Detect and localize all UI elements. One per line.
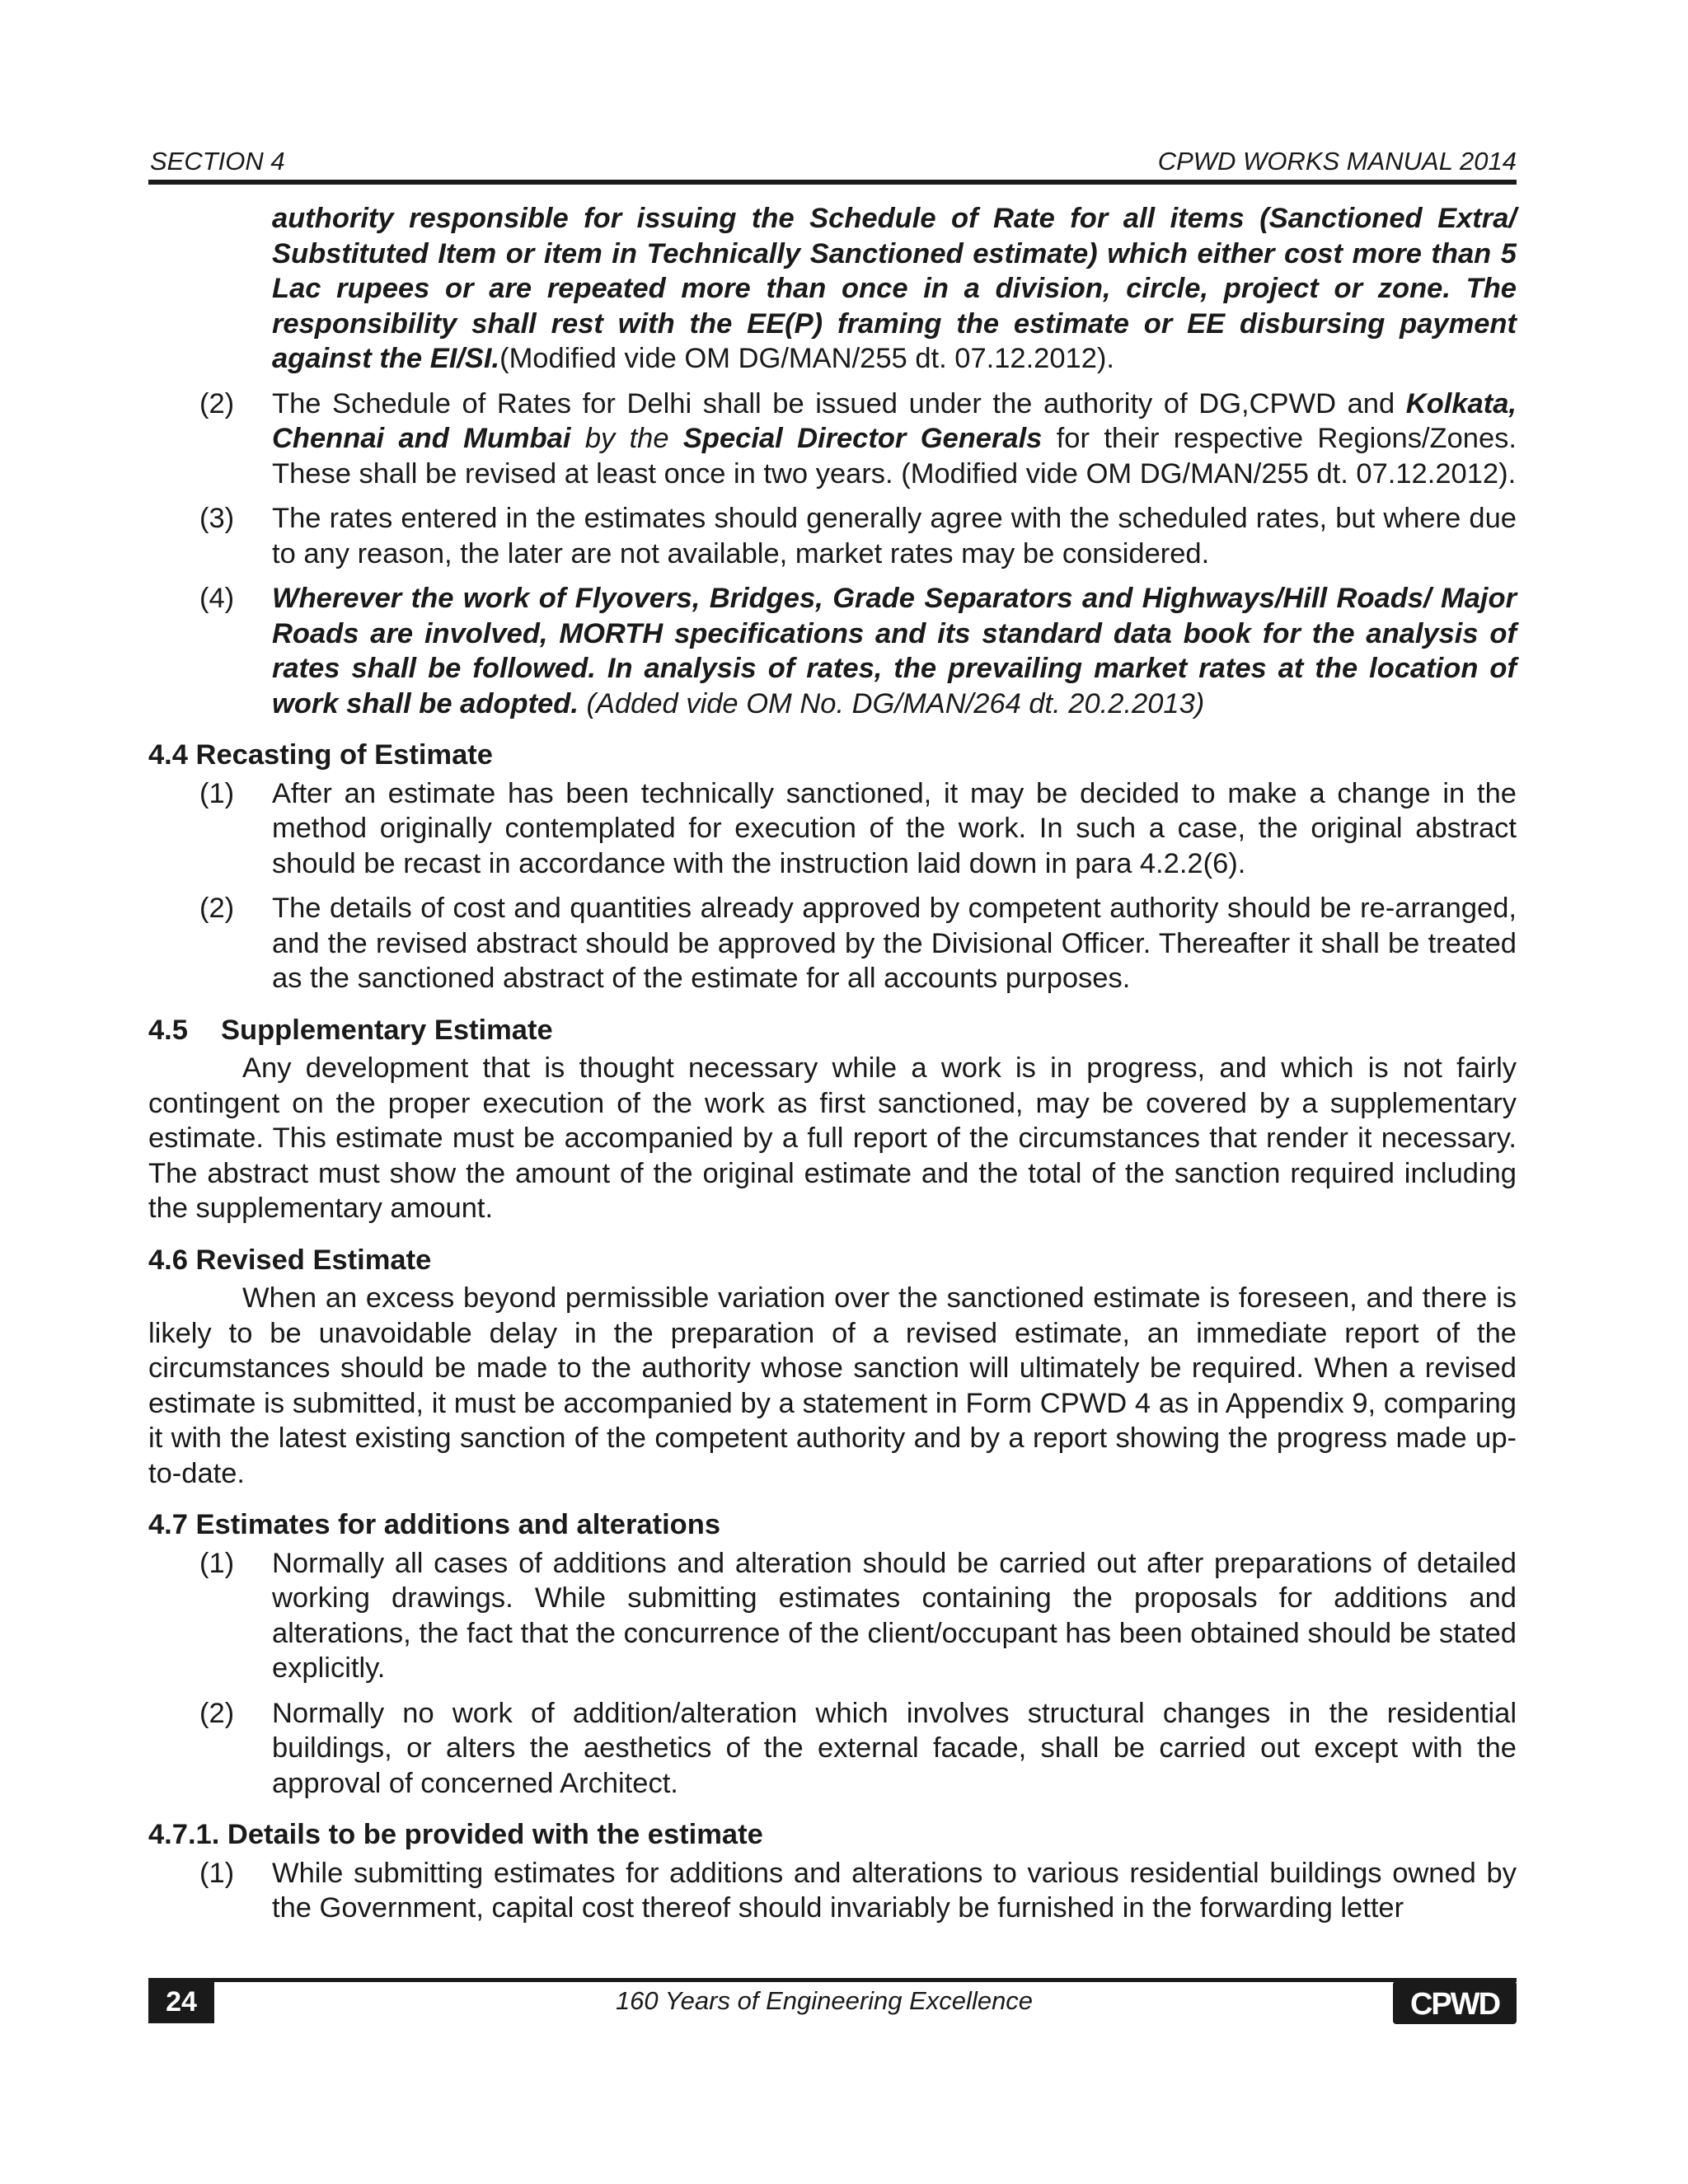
footer-tagline: 160 Years of Engineering Excellence (615, 1986, 1034, 2015)
heading-4-6: 4.6 Revised Estimate (148, 1244, 432, 1276)
page-header (148, 142, 1517, 181)
item-number: (2) (199, 1697, 235, 1729)
item-number: (3) (199, 503, 235, 534)
heading-4-5: 4.5 Supplementary Estimate (148, 1014, 553, 1046)
heading-4-7-1: 4.7.1. Details to be provided with the estimate (148, 1819, 763, 1850)
heading-4-7: 4.7 Estimates for additions and alterations (148, 1509, 721, 1540)
item-number: (4) (199, 583, 235, 614)
page-number: 24 (148, 1980, 214, 2023)
item-number: (1) (199, 1547, 235, 1579)
heading-4-4: 4.4 Recasting of Estimate (148, 739, 493, 771)
paragraph: When an excess beyond permissible variation over the sanctioned estimate is foreseen, and there is likely to be unavoidable delay in the preparation of a revised estimate, an immediate report of the circumstances should be made to the authority whose sanction will ultimately be required. When a revised estimate is submitted, it must be accompanied by a statement in Form CPWD 4 as in Appendix 9, comparing it with the latest existing sanction of the competent authority and by a report showing the progress made up-to-date. (148, 1282, 1517, 1489)
item-number: (1) (199, 777, 235, 809)
list-item: (1) Normally all cases of additions and alteration should be carried out after preparations of detailed working drawings. While submitting estimates containing the proposals for additions and alterations, the fact that the concurrence of the client/occupant has been obtained should be stated explicitly. (199, 1547, 1517, 1684)
item-number: (2) (199, 387, 235, 419)
logo-text: CPWD (1409, 1987, 1500, 2022)
manual-title: CPWD WORKS MANUAL 2014 (1157, 147, 1517, 176)
list-item-2: (2) The Schedule of Rates for Delhi shall be issued under the authority of DG,CPWD and Kolkata, Chennai and Mumbai by the Special Director Generals for their respective Regions/Zones. These shall be revised at least once in two years. (Modified vide OM DG/MAN/255 dt. 07.12.2012). (199, 387, 1517, 490)
item-number: (1) (199, 1857, 235, 1889)
header-rule (148, 180, 1517, 185)
list-item: (2) Normally no work of addition/alteration which involves structural changes in the residential buildings, or alters the aesthetics of the external facade, shall be carried out except with the approval of concerned Architect. (199, 1697, 1517, 1799)
item-number: (2) (199, 893, 235, 924)
list-item-4: (4) Wherever the work of Flyovers, Bridges, Grade Separators and Highways/Hill Roads/ Major Roads are involved, MORTH specifications and its standard data book for the analysis of rates shall be followed. In analysis of rates, the prevailing market rates at the location of work shall be adopted. (Added vide OM No. DG/MAN/264 dt. 20.2.2013) (199, 583, 1517, 719)
list-item: (1) After an estimate has been technically sanctioned, it may be decided to make a change in the method originally contemplated for execution of the work. In such a case, the original abstract should be recast in accordance with the instruction laid down in para 4.2.2(6). (199, 777, 1517, 879)
continued-paragraph: authority responsible for issuing the Schedule of Rate for all items (Sanctioned Extra/ Substituted Item or item in Technically Sanctioned estimate) which either cost more than 5 Lac rupees or are repeated more than once in a division, circle, project or zone. The responsibility shall rest with the EE(P) framing the estimate or EE disbursing payment against the EI/SI.(Modified vide OM DG/MAN/255 dt. 07.12.2012). (272, 203, 1517, 374)
footer-rule (148, 1978, 1517, 1982)
list-item-3: (3) The rates entered in the estimates should generally agree with the scheduled rates, but where due to any reason, the later are not available, market rates may be considered. (199, 503, 1517, 569)
paragraph: Any development that is thought necessary while a work is in progress, and which is not fairly contingent on the proper execution of the work as first sanctioned, may be covered by a supplementary estimate. This estimate must be accompanied by a full report of the circumstances that render it necessary. The abstract must show the amount of the original estimate and the total of the sanction required including the supplementary amount. (148, 1052, 1517, 1224)
list-item: (2) The details of cost and quantities already approved by competent authority should be re-arranged, and the revised abstract should be approved by the Divisional Officer. Thereafter it shall be treated as the sanctioned abstract of the estimate for all accounts purposes. (199, 893, 1517, 994)
section-label: SECTION 4 (150, 147, 285, 176)
page-content (148, 201, 1517, 1936)
cpwd-logo-icon (1393, 1981, 1517, 2024)
list-item: (1) While submitting estimates for additions and alterations to various residential buildings owned by the Government, capital cost thereof should invariably be furnished in the forwarding letter (199, 1857, 1517, 1924)
